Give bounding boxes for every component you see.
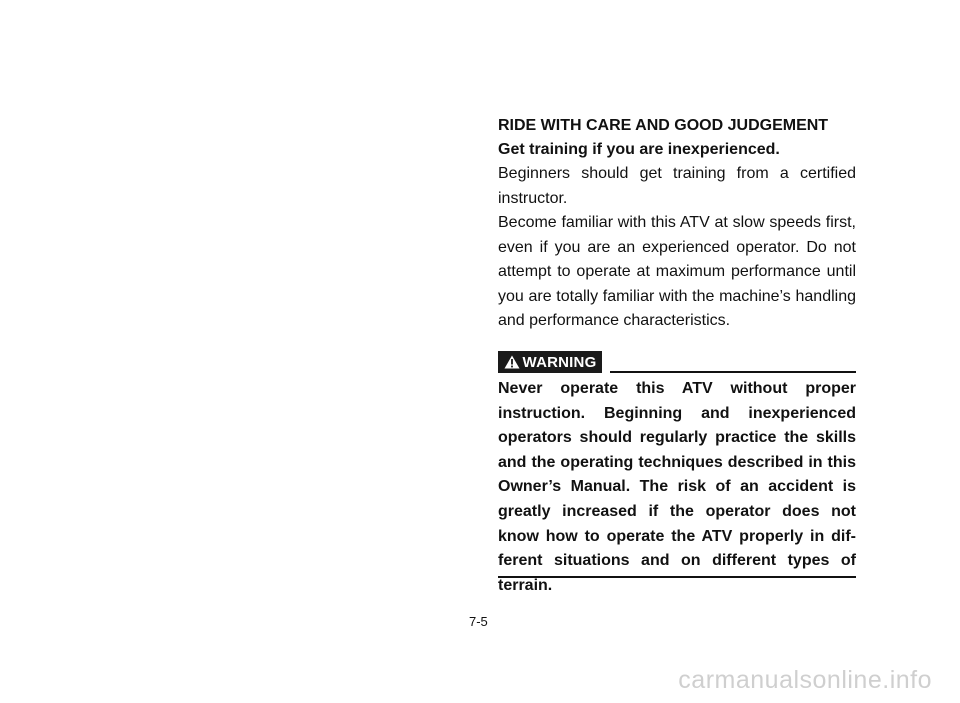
main-content-column xyxy=(498,114,856,334)
section-title: RIDE WITH CARE AND GOOD JUDGEMENT xyxy=(498,117,829,134)
paragraph-beginners: Beginners should get training from a certified instructor. xyxy=(498,165,856,207)
warning-end-rule xyxy=(498,576,856,578)
watermark: carmanualsonline.info xyxy=(678,666,932,694)
warning-text: Never operate this ATV without proper instruction. Beginning and inexperienced operators should regularly practice the skills and the operating techniques described in this Owner’s Manual. The risk of an accident is greatly increased if the operator does not know how to operate the ATV properly in different situations and on different types of terrain. xyxy=(498,380,856,594)
warning-badge xyxy=(498,351,602,373)
warning-header-rule xyxy=(610,371,856,373)
warning-triangle-icon xyxy=(504,355,520,369)
warning-label: WARNING xyxy=(522,353,597,371)
page-number: 7-5 xyxy=(469,614,488,629)
paragraph-familiarize: Become familiar with this ATV at slow speeds first, even if you are an experienced operator. Do not attempt to operate at maximum performance until you are totally familiar with the machine’s handling and performance characteristics. xyxy=(498,214,856,329)
section-subheading: Get training if you are inexperienced. xyxy=(498,141,780,158)
warning-header xyxy=(498,351,856,375)
